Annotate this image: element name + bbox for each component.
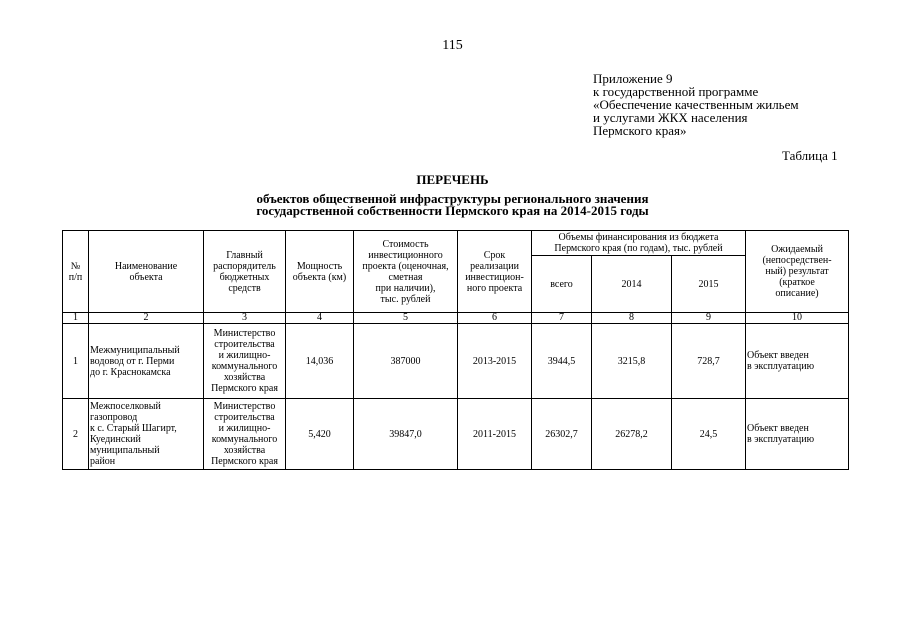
- header-term: Срок реализации инвестицион- ного проекта: [458, 231, 532, 313]
- column-number: 8: [592, 313, 672, 324]
- cell-capacity: 14,036: [286, 324, 354, 399]
- column-number: 7: [532, 313, 592, 324]
- column-number: 4: [286, 313, 354, 324]
- column-number: 1: [63, 313, 89, 324]
- header-cost: Стоимость инвестиционного проекта (оценочная, сметная при наличии), тыс. рублей: [354, 231, 458, 313]
- document-subtitle: [200, 193, 705, 217]
- appendix-line: Пермского края»: [593, 123, 687, 138]
- table-label: Таблица 1: [782, 148, 838, 163]
- cell-result: Объект введен в эксплуатацию: [746, 399, 849, 470]
- appendix-line: к государственной программе: [593, 84, 759, 99]
- cell-2014: 3215,8: [592, 324, 672, 399]
- cell-2015: 24,5: [672, 399, 746, 470]
- cell-term: 2013-2015: [458, 324, 532, 399]
- cell-cost: 387000: [354, 324, 458, 399]
- column-number: 2: [89, 313, 204, 324]
- appendix-line: и услугами ЖКХ населения: [593, 110, 748, 125]
- table-row: [63, 399, 849, 470]
- appendix-note: [593, 72, 799, 137]
- column-number: 9: [672, 313, 746, 324]
- header-total: всего: [532, 256, 592, 313]
- column-number: 10: [746, 313, 849, 324]
- header-funding-group: Объемы финансирования из бюджета Пермского края (по годам), тыс. рублей: [532, 231, 746, 256]
- cell-name: Межпоселковый газопровод к с. Старый Шагирт, Куединский муниципальный район: [89, 399, 204, 470]
- cell-total: 26302,7: [532, 399, 592, 470]
- appendix-line: Приложение 9: [593, 71, 673, 86]
- header-2015: 2015: [672, 256, 746, 313]
- cell-name: Межмуниципальный водовод от г. Перми до г. Краснокамска: [89, 324, 204, 399]
- table-row: [63, 324, 849, 399]
- subtitle-line: государственной собственности Пермского края на 2014-2015 годы: [256, 203, 649, 218]
- header-2014: 2014: [592, 256, 672, 313]
- header-manager: Главный распорядитель бюджетных средств: [204, 231, 286, 313]
- cell-total: 3944,5: [532, 324, 592, 399]
- subtitle-line: объектов общественной инфраструктуры регионального значения: [256, 191, 649, 206]
- page-number: 115: [442, 38, 463, 53]
- cell-cost: 39847,0: [354, 399, 458, 470]
- header-name: Наименование объекта: [89, 231, 204, 313]
- cell-capacity: 5,420: [286, 399, 354, 470]
- cell-num: 2: [63, 399, 89, 470]
- cell-manager: Министерство строительства и жилищно- коммунального хозяйства Пермского края: [204, 324, 286, 399]
- header-result: Ожидаемый (непосредствен- ный) результат (краткое описание): [746, 231, 849, 313]
- objects-table: [62, 230, 849, 470]
- column-number: 5: [354, 313, 458, 324]
- column-number: 3: [204, 313, 286, 324]
- cell-result: Объект введен в эксплуатацию: [746, 324, 849, 399]
- appendix-line: «Обеспечение качественным жильем: [593, 97, 799, 112]
- header-capacity: Мощность объекта (км): [286, 231, 354, 313]
- document-title: ПЕРЕЧЕНЬ: [416, 172, 489, 187]
- cell-num: 1: [63, 324, 89, 399]
- column-number: 6: [458, 313, 532, 324]
- cell-2015: 728,7: [672, 324, 746, 399]
- cell-term: 2011-2015: [458, 399, 532, 470]
- header-num: № п/п: [63, 231, 89, 313]
- cell-manager: Министерство строительства и жилищно- коммунального хозяйства Пермского края: [204, 399, 286, 470]
- cell-2014: 26278,2: [592, 399, 672, 470]
